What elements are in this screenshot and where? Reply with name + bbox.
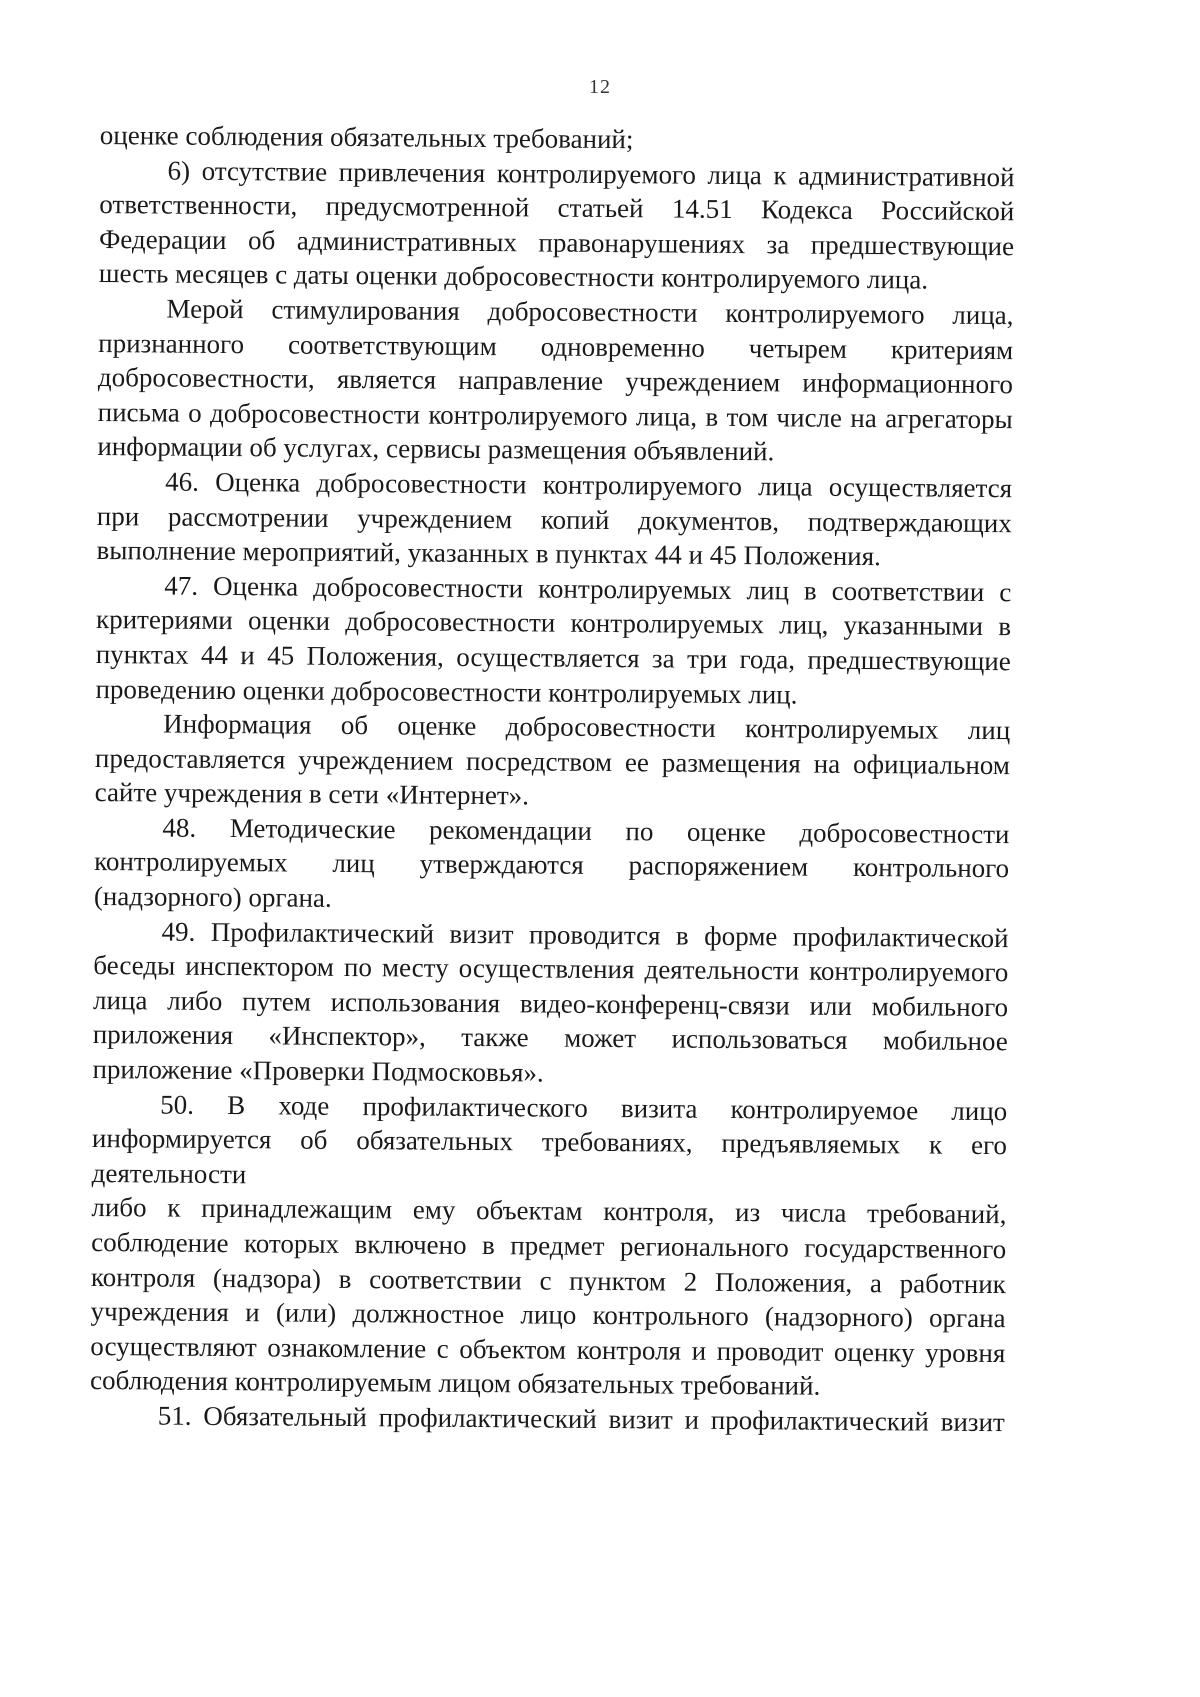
paragraph-8: 49. Профилактический визит проводится в форме профилактической беседы инспектором по месту осуществления деятельности контролируемого лица либо путем использования видео-конференц-связи или мобильного приложения «Инспектор», также может использоваться мобильное приложение «Проверки Подмосковья». — [92, 916, 1009, 1088]
document-body — [90, 118, 1015, 1440]
paragraph-3: Мерой стимулирования добросовестности контролируемого лица, признанного соответствующим одновременно четырем критериям добросовестности, является направление учреждением информационного письма о добросовестности контролируемого лица, в том числе на агрегаторы информации об услугах, сервисы размещения объявлений. — [97, 293, 1014, 467]
paragraph-6: Информация об оценке добросовестности контролируемых лиц предоставляется учреждением посредством ее размещения на официальном сайте учреждения в сети «Интернет». — [94, 708, 1011, 811]
paragraph-5: 47. Оценка добросовестности контролируемых лиц в соответствии с критериями оценки добросовестности контролируемых лиц, указанными в пунктах 44 и 45 Положения, осуществляется за три года, предшествующие проведению оценки добросовестности контролируемых лиц. — [95, 570, 1012, 709]
paragraph-10: либо к принадлежащим ему объектам контроля, из числа требований, соблюдение которых включено в предмет регионального государственного контроля (надзора) в соответствии с пунктом 2 Положения, а работник учреждения и (или) должностное лицо контрольного (надзорного) органа осуществляют ознакомление с объектом контроля и проводит оценку уровня соблюдения контролируемым лицом обязательных требований. — [89, 1192, 1007, 1402]
paragraph-2: 6) отсутствие привлечения контролируемого лица к административной ответственности, предусмотренной статьей 14.51 Кодекса Российской Федерации об административных правонарушениях за предшествующие шесть месяцев с даты оценки добросовестности контролируемого лица. — [98, 155, 1015, 295]
page-number: 12 — [589, 76, 611, 98]
paragraph-11: 51. Обязательный профилактический визит и профилактический визит — [157, 1400, 1005, 1438]
paragraph-4: 46. Оценка добросовестности контролируемого лица осуществляется при рассмотрении учреждением копий документов, подтверждающих выполнение мероприятий, указанных в пунктах 44 и 45 Положения. — [96, 466, 1013, 572]
paragraph-9: 50. В ходе профилактического визита контролируемое лицо информируется об обязательных требованиях, предъявляемых к его деятельности — [91, 1089, 1008, 1189]
paragraph-7: 48. Методические рекомендации по оценке добросовестности контролируемых лиц утверждаются распоряжением контрольного (надзорного) органа. — [93, 812, 1010, 913]
paragraph-1: оценке соблюдения обязательных требований; — [99, 119, 634, 155]
